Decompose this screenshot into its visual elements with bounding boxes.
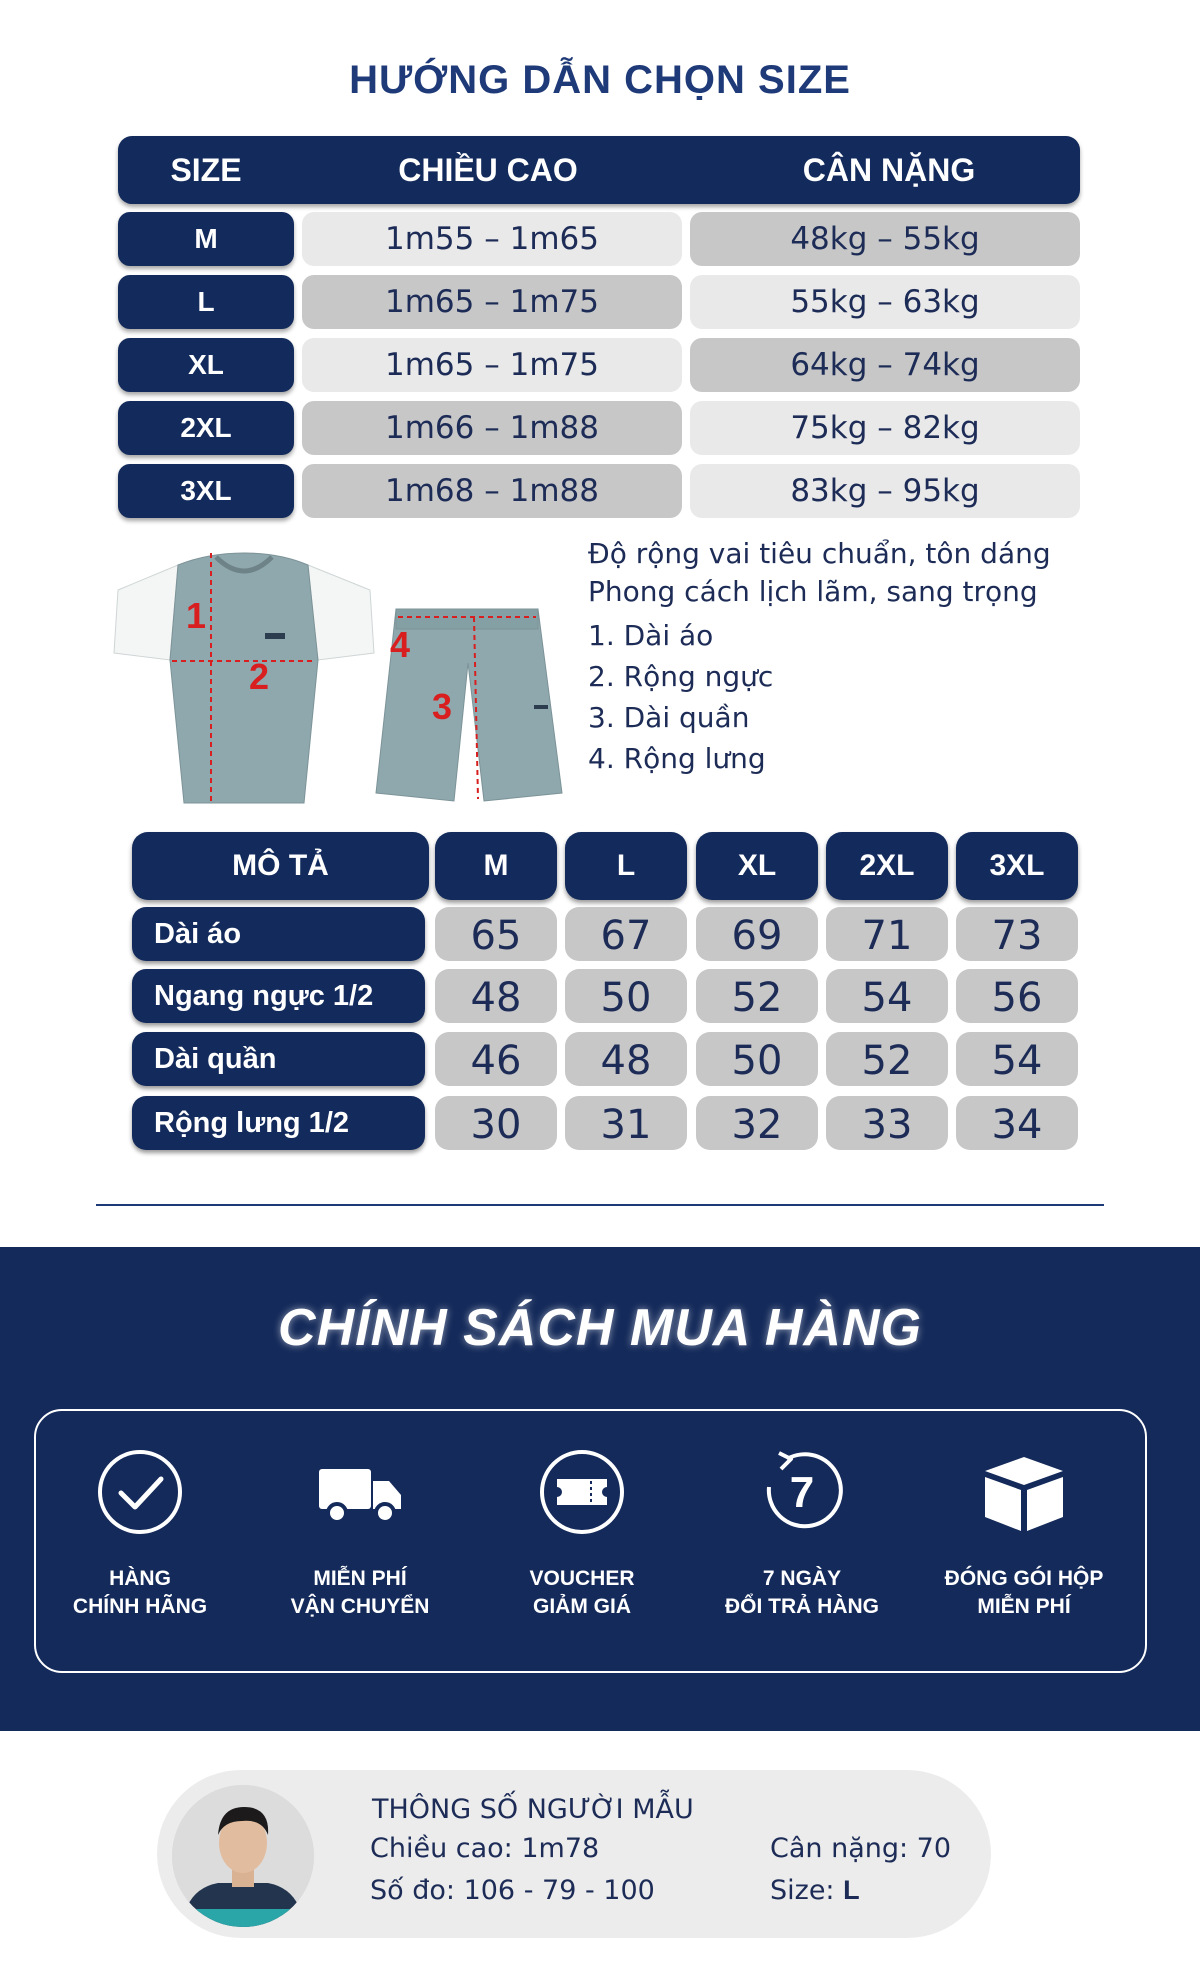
size-label-xl: XL <box>118 338 294 392</box>
tshirt-illustration <box>108 545 378 807</box>
size-label-3xl: 3XL <box>118 464 294 518</box>
return-days-number: 7 <box>789 1468 815 1517</box>
check-circle-icon <box>95 1447 185 1537</box>
size-label-m: M <box>118 212 294 266</box>
policy-item-gift-box <box>914 1447 1134 1621</box>
measure-header-description: MÔ TẢ <box>132 832 429 900</box>
size-label-l: L <box>118 275 294 329</box>
measure-value: 54 <box>956 1032 1078 1086</box>
section-divider <box>96 1204 1104 1206</box>
weight-cell: 64kg – 74kg <box>690 338 1080 392</box>
weight-cell: 48kg – 55kg <box>690 212 1080 266</box>
policy-label-line: CHÍNH HÃNG <box>72 1595 208 1618</box>
weight-cell: 83kg – 95kg <box>690 464 1080 518</box>
size-guide-title: HƯỚNG DẪN CHỌN SIZE <box>349 58 851 102</box>
measure-row-label: Dài quần <box>132 1032 425 1086</box>
truck-icon <box>315 1447 405 1537</box>
legend-item: 4. Rộng lưng <box>588 742 766 775</box>
measure-row-label: Rộng lưng 1/2 <box>132 1096 425 1150</box>
measure-value: 69 <box>696 907 818 961</box>
model-height: Chiều cao: 1m78 <box>370 1833 600 1864</box>
measure-header-size: XL <box>696 832 818 900</box>
header-size: SIZE <box>170 152 242 188</box>
measure-header-size: 3XL <box>956 832 1078 900</box>
legend-item: 1. Dài áo <box>588 619 714 652</box>
marker-2: 2 <box>249 656 270 697</box>
measure-value: 65 <box>435 907 557 961</box>
measure-value: 30 <box>435 1096 557 1150</box>
height-cell: 1m65 – 1m75 <box>302 338 682 392</box>
measure-row-label: Dài áo <box>132 907 425 961</box>
legend-item: 2. Rộng ngực <box>588 660 774 693</box>
measure-value: 46 <box>435 1032 557 1086</box>
measure-value: 52 <box>696 969 818 1023</box>
note-line: Phong cách lịch lãm, sang trọng <box>588 575 1038 608</box>
policy-item-voucher <box>472 1447 692 1621</box>
model-size-label: Size: <box>770 1875 835 1906</box>
measure-value: 48 <box>435 969 557 1023</box>
product-notes <box>588 535 1051 778</box>
marker-1: 1 <box>186 595 207 636</box>
measure-header-size: 2XL <box>826 832 948 900</box>
height-cell: 1m65 – 1m75 <box>302 275 682 329</box>
height-cell: 1m55 – 1m65 <box>302 212 682 266</box>
measure-value: 52 <box>826 1032 948 1086</box>
policy-label-line: HÀNG <box>109 1567 171 1590</box>
measure-value: 71 <box>826 907 948 961</box>
policy-item-7day-return <box>692 1447 912 1621</box>
measure-header-size: M <box>435 832 557 900</box>
model-info-title: THÔNG SỐ NGƯỜI MẪU <box>372 1794 694 1825</box>
measure-row-label: Ngang ngực 1/2 <box>132 969 425 1023</box>
measure-value: 54 <box>826 969 948 1023</box>
policy-label-line: 7 NGÀY <box>762 1567 842 1590</box>
box-icon <box>979 1447 1069 1537</box>
size-label-2xl: 2XL <box>118 401 294 455</box>
header-weight: CÂN NẶNG <box>802 152 976 188</box>
measure-value: 48 <box>565 1032 687 1086</box>
measure-value: 67 <box>565 907 687 961</box>
measure-value: 32 <box>696 1096 818 1150</box>
note-line: Độ rộng vai tiêu chuẩn, tôn dáng <box>588 537 1051 570</box>
policy-item-authentic <box>30 1447 250 1621</box>
measure-value: 33 <box>826 1096 948 1150</box>
weight-cell: 75kg – 82kg <box>690 401 1080 455</box>
policy-label-line: MIỄN PHÍ <box>977 1595 1071 1618</box>
model-size <box>770 1875 860 1906</box>
height-cell: 1m68 – 1m88 <box>302 464 682 518</box>
model-avatar <box>172 1785 314 1927</box>
measure-header-size: L <box>565 832 687 900</box>
model-weight: Cân nặng: 70 <box>770 1833 952 1864</box>
size-table-header <box>118 136 1080 204</box>
policy-label-line: ĐỔI TRẢ HÀNG <box>725 1595 879 1618</box>
measure-value: 56 <box>956 969 1078 1023</box>
policy-label-line: MIỄN PHÍ <box>313 1567 407 1590</box>
policy-item-free-shipping <box>250 1447 470 1621</box>
measure-value: 34 <box>956 1096 1078 1150</box>
measure-value: 73 <box>956 907 1078 961</box>
measure-value: 50 <box>565 969 687 1023</box>
ticket-icon <box>537 1447 627 1537</box>
model-measurements: Số đo: 106 - 79 - 100 <box>370 1875 655 1906</box>
policy-label-line: ĐÓNG GÓI HỘP <box>944 1567 1104 1590</box>
policy-label-line: VẬN CHUYỂN <box>290 1595 430 1618</box>
height-cell: 1m66 – 1m88 <box>302 401 682 455</box>
legend-item: 3. Dài quần <box>588 701 750 734</box>
policy-label-line: GIẢM GIÁ <box>533 1595 631 1618</box>
marker-4: 4 <box>390 624 411 665</box>
header-height: CHIỀU CAO <box>398 152 578 188</box>
policy-title: CHÍNH SÁCH MUA HÀNG <box>278 1299 922 1357</box>
model-size-value: L <box>843 1875 860 1905</box>
policy-label-line: VOUCHER <box>529 1567 635 1590</box>
measure-value: 50 <box>696 1032 818 1086</box>
return-7-icon <box>757 1447 847 1537</box>
measure-value: 31 <box>565 1096 687 1150</box>
weight-cell: 55kg – 63kg <box>690 275 1080 329</box>
marker-3: 3 <box>432 686 453 727</box>
